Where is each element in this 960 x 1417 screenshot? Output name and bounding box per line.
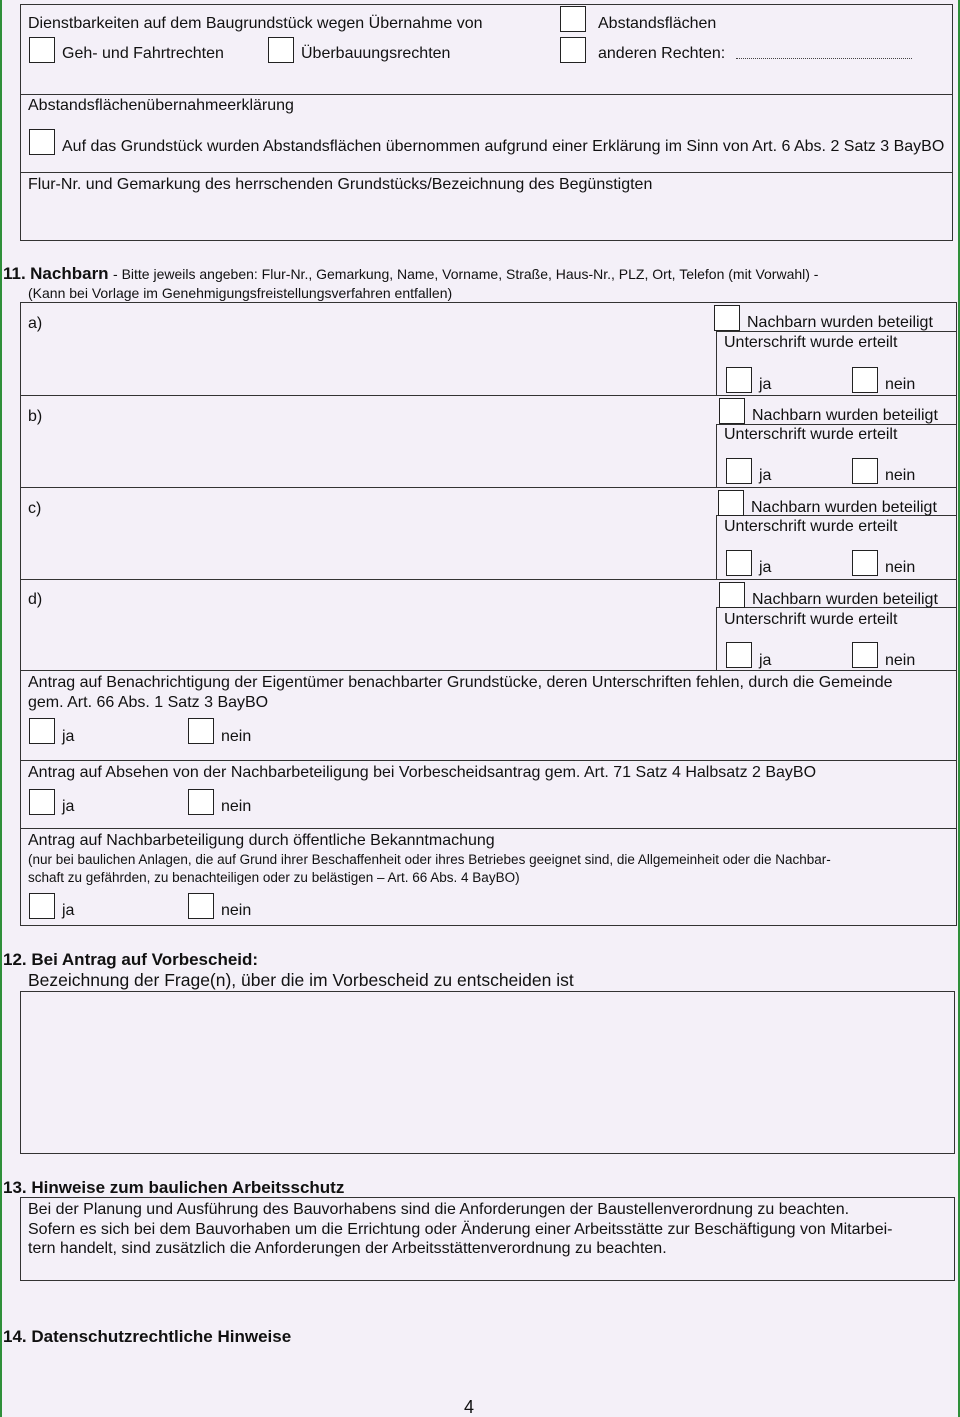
page-number: 4: [464, 1397, 475, 1417]
section-13-text-3: tern handelt, sind zusätzlich die Anforderungen der Arbeitsstättenverordnung zu beachten.: [28, 1240, 667, 1257]
checkbox-notify-no[interactable]: [188, 718, 214, 744]
easements-label: Dienstbarkeiten auf dem Baugrundstück wegen Übernahme von: [28, 15, 483, 32]
divider: [20, 670, 957, 671]
section-11-heading: [3, 264, 818, 284]
divider: [20, 395, 957, 396]
parcel-label: Flur-Nr. und Gemarkung des herrschenden Grundstücks/Bezeichnung des Begünstigten: [28, 176, 653, 193]
checkbox-neighbor-d-no[interactable]: [852, 642, 878, 668]
public-yes: ja: [62, 902, 75, 919]
public-title: Antrag auf Nachbarbeteiligung durch öffentliche Bekanntmachung: [28, 832, 495, 849]
waive-no: nein: [221, 798, 252, 815]
public-no: nein: [221, 902, 252, 919]
section-13-title: 13. Hinweise zum baulichen Arbeitsschutz: [3, 1178, 345, 1197]
checkbox-public-yes[interactable]: [29, 893, 55, 919]
neighbor-d-no: nein: [885, 652, 916, 669]
declaration-title: Abstandsflächenübernahmeerklärung: [28, 97, 294, 114]
section-11-title: Nachbarn: [30, 264, 109, 283]
neighbor-c-involved: Nachbarn wurden beteiligt: [751, 499, 937, 516]
neighbor-b-signed: Unterschrift wurde erteilt: [724, 426, 898, 443]
neighbor-b-letter: b): [28, 408, 43, 425]
checkbox-neighbor-d-yes[interactable]: [726, 642, 752, 668]
waive-yes: ja: [62, 798, 75, 815]
divider: [716, 515, 717, 579]
checkbox-neighbor-a-involved[interactable]: [714, 305, 740, 331]
neighbor-d-yes: ja: [759, 652, 772, 669]
neighbor-d-signed: Unterschrift wurde erteilt: [724, 611, 898, 628]
checkbox-neighbor-b-no[interactable]: [852, 458, 878, 484]
option-other-rights: anderen Rechten:: [598, 45, 726, 62]
divider: [20, 579, 957, 580]
other-rights-field[interactable]: [736, 58, 912, 59]
neighbor-c-letter: c): [28, 500, 42, 517]
neighbor-b-no: nein: [885, 467, 916, 484]
neighbor-a-yes: ja: [759, 376, 772, 393]
neighbor-b-yes: ja: [759, 467, 772, 484]
checkbox-neighbor-c-no[interactable]: [852, 550, 878, 576]
section-12-subtitle: Bezeichnung der Frage(n), über die im Vorbescheid zu entscheiden ist: [28, 970, 574, 990]
option-overbuild-rights: Überbauungsrechten: [301, 45, 451, 62]
checkbox-neighbor-a-no[interactable]: [852, 367, 878, 393]
neighbor-c-signed: Unterschrift wurde erteilt: [724, 518, 898, 535]
neighbor-a-letter: a): [28, 315, 43, 332]
checkbox-waive-yes[interactable]: [29, 789, 55, 815]
preliminary-questions-field[interactable]: [20, 991, 955, 1154]
notify-yes: ja: [62, 728, 75, 745]
checkbox-neighbor-b-yes[interactable]: [726, 458, 752, 484]
checkbox-overbuild-rights[interactable]: [268, 37, 294, 63]
divider: [716, 424, 717, 487]
section-11-note: (Kann bei Vorlage im Genehmigungsfreistellungsverfahren entfallen): [28, 285, 453, 301]
divider: [20, 487, 957, 488]
checkbox-neighbor-b-involved[interactable]: [719, 398, 745, 424]
section-13-text-2: Sofern es sich bei dem Bauvorhaben um die Errichtung oder Änderung einer Arbeitsstätte zur Beschäftigung von Mitarbei-: [28, 1221, 893, 1238]
checkbox-neighbor-d-involved[interactable]: [719, 582, 745, 608]
checkbox-access-rights[interactable]: [29, 37, 55, 63]
neighbor-a-signed: Unterschrift wurde erteilt: [724, 334, 898, 351]
checkbox-distance-areas[interactable]: [560, 6, 586, 32]
neighbor-a-involved: Nachbarn wurden beteiligt: [747, 314, 933, 331]
checkbox-other-rights[interactable]: [560, 37, 586, 63]
section-11-subtitle: - Bitte jeweils angeben: Flur-Nr., Gemarkung, Name, Vorname, Straße, Haus-Nr., PLZ, Ort, Telefon (mit Vorwahl) -: [113, 266, 819, 282]
neighbor-c-no: nein: [885, 559, 916, 576]
public-note-1: (nur bei baulichen Anlagen, die auf Grund ihrer Beschaffenheit oder ihres Betriebes geeignet sind, die Allgemeinheit oder die Nachbar-: [28, 852, 831, 867]
section-13-text-1: Bei der Planung und Ausführung des Bauvorhabens sind die Anforderungen der Baustellenverordnung zu beachten.: [28, 1201, 850, 1218]
waive-text: Antrag auf Absehen von der Nachbarbeteiligung bei Vorbescheidsantrag gem. Art. 71 Satz 4 Halbsatz 2 BayBO: [28, 764, 817, 781]
checkbox-notify-yes[interactable]: [29, 718, 55, 744]
divider: [20, 760, 957, 761]
neighbor-d-involved: Nachbarn wurden beteiligt: [752, 591, 938, 608]
neighbor-c-yes: ja: [759, 559, 772, 576]
divider: [20, 172, 953, 173]
neighbor-a-no: nein: [885, 376, 916, 393]
checkbox-waive-no[interactable]: [188, 789, 214, 815]
notify-text-2: gem. Art. 66 Abs. 1 Satz 3 BayBO: [28, 694, 269, 711]
section-12-title: 12. Bei Antrag auf Vorbescheid:: [3, 950, 259, 969]
public-note-2: schaft zu gefährden, zu benachteiligen oder zu belästigen – Art. 66 Abs. 4 BayBO): [28, 870, 520, 885]
divider: [716, 331, 717, 395]
checkbox-neighbor-c-yes[interactable]: [726, 550, 752, 576]
option-distance-areas: Abstandsflächen: [598, 15, 717, 32]
notify-text-1: Antrag auf Benachrichtigung der Eigentümer benachbarter Grundstücke, deren Unterschriften fehlen, durch die Gemeinde: [28, 674, 893, 691]
divider: [20, 828, 957, 829]
checkbox-neighbor-c-involved[interactable]: [718, 490, 744, 516]
section-14-title: 14. Datenschutzrechtliche Hinweise: [3, 1327, 292, 1346]
checkbox-declaration[interactable]: [29, 129, 55, 155]
section-11-number: 11.: [3, 264, 26, 283]
easements-box: [20, 4, 953, 241]
divider: [20, 94, 953, 95]
declaration-text: Auf das Grundstück wurden Abstandsflächen übernommen aufgrund einer Erklärung im Sinn von Art. 6 Abs. 2 Satz 3 BayBO: [62, 138, 945, 155]
neighbor-b-involved: Nachbarn wurden beteiligt: [752, 407, 938, 424]
checkbox-public-no[interactable]: [188, 893, 214, 919]
neighbor-d-letter: d): [28, 591, 43, 608]
divider: [716, 607, 717, 670]
option-access-rights: Geh- und Fahrtrechten: [62, 45, 224, 62]
checkbox-neighbor-a-yes[interactable]: [726, 367, 752, 393]
notify-no: nein: [221, 728, 252, 745]
